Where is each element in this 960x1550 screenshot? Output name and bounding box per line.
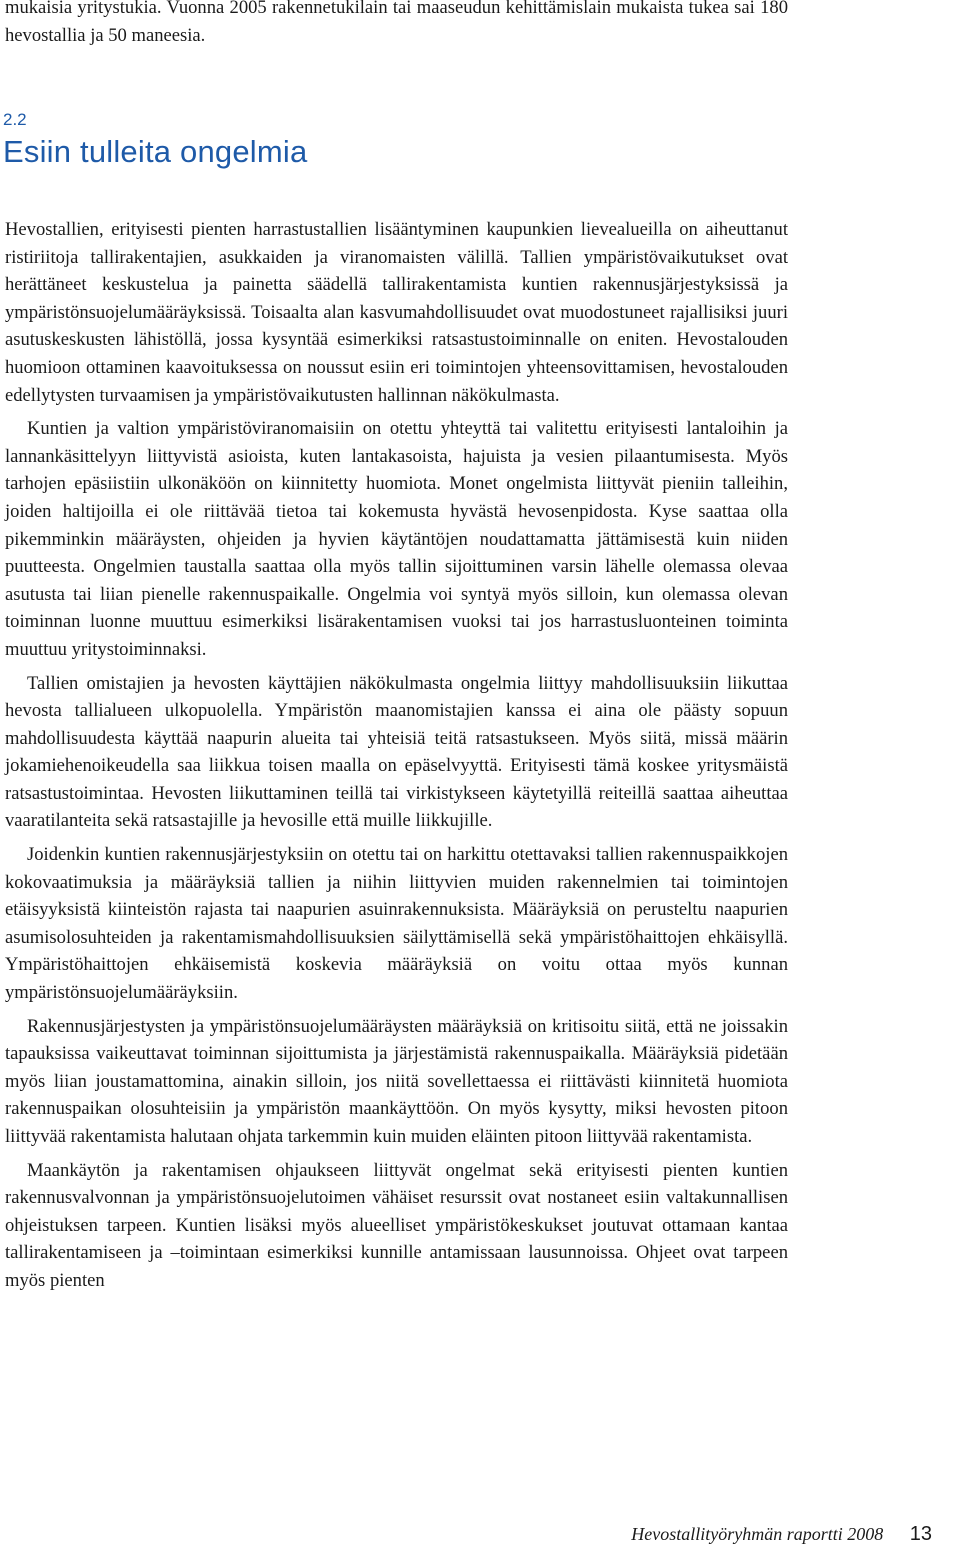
report-title: Hevostallityöryhmän raportti 2008 — [631, 1524, 884, 1544]
paragraph-2: Kuntien ja valtion ympäristöviranomaisiin on otettu yhteyttä tai valitettu erityisesti lantaloihin ja lannankäsittelyyn liittyvistä asioista, kuten lantakasoista, hajuista ja vesien pilaantumisesta. Myös tarhojen epäsiistiin ulkonäköön on kiinnitetty huomiota. Monet ongelmista liittyvät pieniin talleihin, joiden haltijoilla ei ole riittävää tietoa tai kokemusta hyvästä hevosenpidosta. Kyse saattaa olla pikemminkin määräysten, ohjeiden ja hyvien käytäntöjen noudattamatta jättämisestä kuin niiden puutteesta. Ongelmien taustalla saattaa olla myös tallin sijoittuminen varsin lähelle olemassa olevaa asutusta tai liian pienelle rakennuspaikalle. Ongelmia voi syntyä myös silloin, kun olemassa olevan toiminnan luonne muuttuu esimerkiksi lisärakentamisen vuoksi tai jos harrastusluonteinen toiminta muuttuu yritystoiminnaksi. — [5, 418, 788, 660]
intro-paragraph: mukaisia yritystukia. Vuonna 2005 rakennetukilain tai maaseudun kehittämislain mukaista tukea sai 180 hevostallia ja 50 maneesia. — [5, 0, 788, 46]
section-title: Esiin tulleita ongelmia — [3, 134, 308, 169]
section-body — [5, 216, 788, 1295]
page-number: 13 — [909, 1523, 932, 1545]
paragraph-4: Joidenkin kuntien rakennusjärjestyksiin on otettu tai on harkittu otettavaksi tallien rakennuspaikkojen kokovaatimuksia ja määräyksiä tallien ja niihin liittyvien muiden rakennelmien tai toimintojen etäisyyksistä kiinteistön rajasta tai naapurien asuinrakennuksista. Määräyksiä on perusteltu naapurien asumisolosuhteiden ja rakentamismahdollisuuksien säilyttämisellä sekä ympäristöhaittojen ehkäisyllä. Ympäristöhaittojen ehkäisemistä koskevia määräyksiä on voitu ottaa myös kunnan ympäristönsuojelumääräyksiin. — [5, 844, 788, 1004]
section-number: 2.2 — [3, 110, 27, 129]
paragraph-5: Rakennusjärjestysten ja ympäristönsuojelumääräysten määräyksiä on kritisoitu siitä, että ne joissakin tapauksissa vaikeuttavat toiminnan sijoittumista ja järjestämistä rakennuspaikalla. Määräyksiä pidetään myös liian joustamattomina, ainakin silloin, jos niitä sovellettaessa ei riittävästi kiinnitetä huomiota rakennuspaikan olosuhteisiin ja ympäristön maankäyttöön. On myös kysytty, miksi hevosten pitoon liittyvää rakentamista halutaan ohjata tarkemmin kuin muiden eläinten pitoon liittyvää rakentamista. — [5, 1015, 788, 1147]
page-footer — [631, 1523, 932, 1546]
paragraph-1: Hevostallien, erityisesti pienten harrastustallien lisääntyminen kaupunkien lievealueilla on aiheuttanut ristiriitoja tallirakentajien, asukkaiden ja viranomaisten välillä. Tallien ympäristövaikutukset ovat herättäneet keskustelua ja painetta säädellä tallirakentamista kuntien rakennusjärjestyksissä ja ympäristönsuojelumääräyksissä. Toisaalta alan kasvumahdollisuudet ovat muodostuneet rajallisiksi juuri asutuskeskusten lähistöllä, jossa kysyntää esimerkiksi ratsastustoiminnalle on eniten. Hevostalouden huomioon ottaminen kaavoituksessa on noussut esiin eri toimintojen yhteensovittamisen, hevostalouden edellytysten turvaamisen ja ympäristövaikutusten hallinnan näkökulmasta. — [5, 219, 788, 406]
page-top — [5, 0, 788, 49]
paragraph-3: Tallien omistajien ja hevosten käyttäjien näkökulmasta ongelmia liittyy mahdollisuuksiin liikuttaa hevosta tallialueen ulkopuolella. Ympäristön maanomistajien kanssa ei aina ole päästy sopuun mahdollisuudesta käyttää naapurin alueita tai yhteisiä teitä ratsastukseen. Myös siitä, missä määrin jokamiehenoikeudella saa liikkua toisen maalla on epäselvyyttä. Erityisesti tämä koskee yritysmäistä ratsastustoimintaa. Hevosten liikuttaminen teillä tai virkistykseen käytetyillä reiteillä saattaa aiheuttaa vaaratilanteita sekä ratsastajille ja hevosille että muille liikkujille. — [5, 672, 788, 832]
paragraph-6: Maankäytön ja rakentamisen ohjaukseen liittyvät ongelmat sekä erityisesti pienten kuntien rakennusvalvonnan ja ympäristönsuojelutoimen vähäiset resurssit ovat nostaneet esiin valtakunnallisen ohjeistuksen tarpeen. Kuntien lisäksi myös alueelliset ympäristökeskukset joutuvat ottamaan kantaa tallirakentamiseen ja –toimintaan esimerkiksi kunnille antamissaan lausunnoissa. Ohjeet ovat tarpeen myös pienten — [5, 1159, 788, 1291]
